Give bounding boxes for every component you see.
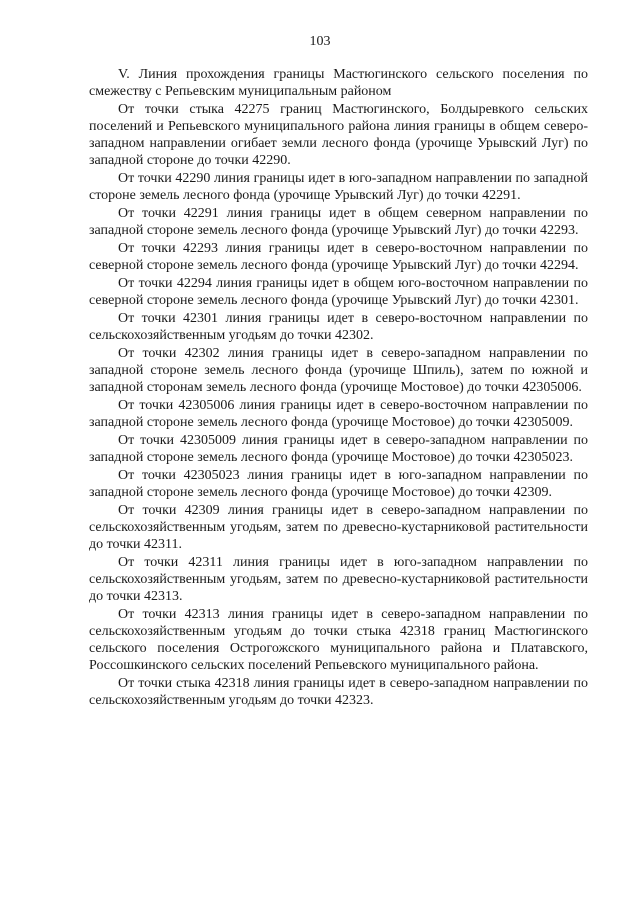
body-paragraph: От точки 42290 линия границы идет в юго-западном направлении по западной стороне земель лесного фонда (урочище Урывский Луг) до точки 42291. xyxy=(89,171,588,203)
section-heading-paragraph: V. Линия прохождения границы Мастюгинского сельского поселения по смежеству с Репьевским муниципальным районом xyxy=(89,67,588,99)
body-paragraph: От точки 42311 линия границы идет в юго-западном направлении по сельскохозяйственным угодьям, затем по древесно-кустарниковой растительности до точки 42313. xyxy=(89,555,588,604)
body-paragraph: От точки 42302 линия границы идет в северо-западном направлении по западной стороне земель лесного фонда (урочище Шпиль), затем по южной и западной сторонам земель лесного фонда (урочище Мостовое) до точки 42305006. xyxy=(89,346,588,395)
body-paragraph: От точки стыка 42318 линия границы идет в северо-западном направлении по сельскохозяйственным угодьям до точки 42323. xyxy=(89,676,588,708)
body-paragraph: От точки 42305009 линия границы идет в северо-западном направлении по западной стороне земель лесного фонда (урочище Мостовое) до точки 42305023. xyxy=(89,433,588,465)
body-paragraph: От точки 42294 линия границы идет в общем юго-восточном направлении по северной стороне земель лесного фонда (урочище Урывский Луг) до точки 42301. xyxy=(89,276,588,308)
document-body xyxy=(89,66,588,709)
page-number: 103 xyxy=(309,34,331,49)
body-paragraph: От точки 42293 линия границы идет в северо-восточном направлении по северной стороне земель лесного фонда (урочище Урывский Луг) до точки 42294. xyxy=(89,241,588,273)
body-paragraph: От точки стыка 42275 границ Мастюгинского, Болдыревкого сельских поселений и Репьевского муниципального района линия границы в общем северо-западном направлении огибает земли лесного фонда (урочище Урывский Луг) по западной стороне до точки 42290. xyxy=(89,102,588,168)
body-paragraph: От точки 42313 линия границы идет в северо-западном направлении по сельскохозяйственным угодьям до точки стыка 42318 границ Мастюгинского сельского поселения Острогожского муниципального района и Платавского, Россошкинского сельских поселений Репьевского муниципального района. xyxy=(89,607,588,673)
body-paragraph: От точки 42305006 линия границы идет в северо-восточном направлении по западной стороне земель лесного фонда (урочище Мостовое) до точки 42305009. xyxy=(89,398,588,430)
body-paragraph: От точки 42309 линия границы идет в северо-западном направлении по сельскохозяйственным угодьям, затем по древесно-кустарниковой растительности до точки 42311. xyxy=(89,503,588,552)
body-paragraph: От точки 42291 линия границы идет в общем северном направлении по западной стороне земель лесного фонда (урочище Урывский Луг) до точки 42293. xyxy=(89,206,588,238)
body-paragraph: От точки 42301 линия границы идет в северо-восточном направлении по сельскохозяйственным угодьям до точки 42302. xyxy=(89,311,588,343)
body-paragraph: От точки 42305023 линия границы идет в юго-западном направлении по западной стороне земель лесного фонда (урочище Мостовое) до точки 42309. xyxy=(89,468,588,500)
